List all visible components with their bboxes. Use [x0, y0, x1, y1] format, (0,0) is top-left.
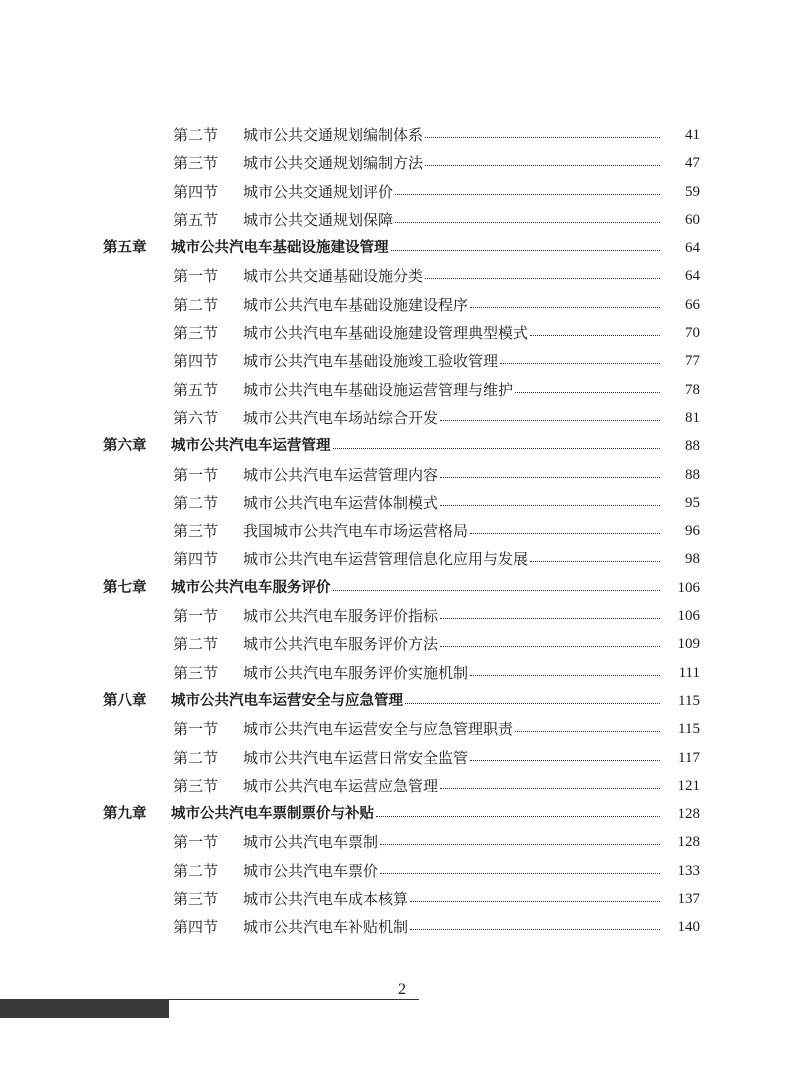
page-ref: 88 — [660, 432, 700, 460]
section-title: 城市公共汽电车服务评价实施机制 — [243, 663, 469, 682]
section-title: 城市公共汽电车服务评价指标 — [243, 607, 439, 626]
toc-section-entry[interactable] — [0, 178, 800, 206]
section-label: 第三节 — [173, 324, 219, 343]
chapter-label: 第九章 — [103, 806, 147, 823]
section-label: 第一节 — [173, 833, 219, 852]
page-ref: 137 — [660, 885, 700, 913]
toc-section-entry[interactable] — [0, 828, 800, 856]
section-title: 城市公共汽电车运营体制模式 — [243, 493, 439, 512]
toc-chapter-entry[interactable] — [0, 800, 800, 828]
section-label: 第一节 — [173, 720, 219, 739]
toc-chapter-entry[interactable] — [0, 234, 800, 262]
page-ref: 41 — [660, 121, 700, 149]
page-ref: 140 — [660, 913, 700, 941]
page-number: 2 — [398, 981, 406, 998]
dot-leader — [440, 646, 674, 647]
section-title: 城市公共汽电车基础设施运营管理与维护 — [243, 380, 514, 399]
section-title: 城市公共汽电车场站综合开发 — [243, 408, 439, 427]
toc-section-entry[interactable] — [0, 319, 800, 347]
toc-section-entry[interactable] — [0, 347, 800, 375]
toc-section-entry[interactable] — [0, 376, 800, 404]
section-title: 城市公共汽电车补贴机制 — [243, 918, 409, 937]
section-label: 第六节 — [173, 408, 219, 427]
section-label: 第二节 — [173, 493, 219, 512]
toc-section-entry[interactable] — [0, 913, 800, 941]
section-title: 城市公共汽电车基础设施建设程序 — [243, 295, 469, 314]
dot-leader — [440, 477, 682, 478]
chapter-title: 城市公共汽电车基础设施建设管理 — [171, 240, 389, 257]
page-ref: 96 — [660, 517, 700, 545]
toc-section-entry[interactable] — [0, 630, 800, 658]
section-title: 城市公共汽电车基础设施建设管理典型模式 — [243, 324, 529, 343]
toc-section-entry[interactable] — [0, 885, 800, 913]
page-ref: 115 — [660, 715, 700, 743]
page-ref: 60 — [660, 206, 700, 234]
toc-section-entry[interactable] — [0, 461, 800, 489]
page-ref: 121 — [660, 772, 700, 800]
chapter-title: 城市公共汽电车运营管理 — [171, 438, 331, 455]
page-ref: 98 — [660, 545, 700, 573]
page-ref: 128 — [660, 828, 700, 856]
dot-leader — [470, 760, 674, 761]
dot-leader — [333, 590, 674, 591]
toc-section-entry[interactable] — [0, 602, 800, 630]
section-label: 第三节 — [173, 663, 219, 682]
section-title: 城市公共汽电车运营应急管理 — [243, 776, 439, 795]
page-ref: 111 — [660, 659, 700, 687]
dot-leader — [376, 816, 674, 817]
page-ref: 78 — [660, 376, 700, 404]
section-title: 城市公共汽电车票价 — [243, 861, 379, 880]
toc-section-entry[interactable] — [0, 545, 800, 573]
toc-section-entry[interactable] — [0, 772, 800, 800]
section-label: 第三节 — [173, 890, 219, 909]
page-ref: 47 — [660, 149, 700, 177]
section-title: 城市公共汽电车票制 — [243, 833, 379, 852]
table-of-contents — [0, 121, 800, 942]
section-label: 第二节 — [173, 126, 219, 144]
toc-chapter-entry[interactable] — [0, 574, 800, 602]
toc-section-entry[interactable] — [0, 659, 800, 687]
toc-section-entry[interactable] — [0, 404, 800, 432]
toc-section-entry[interactable] — [0, 149, 800, 177]
chapter-label: 第七章 — [103, 579, 147, 596]
section-title: 城市公共汽电车运营管理信息化应用与发展 — [243, 550, 529, 569]
dot-leader — [380, 844, 674, 845]
dot-leader — [440, 788, 674, 789]
section-label: 第三节 — [173, 154, 219, 173]
section-title: 我国城市公共汽电车市场运营格局 — [243, 522, 469, 541]
dot-leader — [500, 363, 682, 364]
page-ref: 117 — [660, 744, 700, 772]
page-ref: 106 — [660, 602, 700, 630]
chapter-title: 城市公共汽电车服务评价 — [171, 579, 331, 596]
dot-leader — [391, 250, 682, 251]
section-label: 第二节 — [173, 861, 219, 880]
section-label: 第四节 — [173, 182, 219, 201]
dot-leader — [470, 675, 674, 676]
section-label: 第二节 — [173, 748, 219, 767]
section-title: 城市公共交通规划编制体系 — [243, 126, 424, 144]
section-title: 城市公共交通规划评价 — [243, 182, 394, 201]
page-ref: 88 — [660, 461, 700, 489]
page-ref: 133 — [660, 857, 700, 885]
section-label: 第一节 — [173, 607, 219, 626]
chapter-title: 城市公共汽电车票制票价与补贴 — [171, 806, 374, 823]
toc-section-entry[interactable] — [0, 857, 800, 885]
toc-section-entry[interactable] — [0, 489, 800, 517]
dot-leader — [515, 731, 674, 732]
toc-section-entry[interactable] — [0, 262, 800, 290]
section-title: 城市公共汽电车运营安全与应急管理职责 — [243, 720, 514, 739]
dot-leader — [425, 278, 682, 279]
chapter-title: 城市公共汽电车运营安全与应急管理 — [171, 692, 403, 709]
chapter-label: 第五章 — [103, 240, 147, 257]
dot-leader — [333, 448, 682, 449]
page-ref: 70 — [660, 319, 700, 347]
dot-leader — [395, 194, 682, 195]
dot-leader — [440, 505, 682, 506]
page-ref: 77 — [660, 347, 700, 375]
toc-section-entry[interactable] — [0, 715, 800, 743]
section-title: 城市公共汽电车基础设施竣工验收管理 — [243, 352, 499, 371]
section-title: 城市公共交通规划保障 — [243, 210, 394, 229]
footer-bar — [0, 999, 169, 1018]
page-ref: 64 — [660, 234, 700, 262]
dot-leader — [395, 222, 682, 223]
page-ref: 128 — [660, 800, 700, 828]
page-ref: 81 — [660, 404, 700, 432]
chapter-label: 第八章 — [103, 692, 147, 709]
toc-chapter-entry[interactable] — [0, 432, 800, 460]
page-ref: 64 — [660, 262, 700, 290]
dot-leader — [380, 873, 674, 874]
section-title: 城市公共汽电车成本核算 — [243, 890, 409, 909]
dot-leader — [425, 137, 682, 138]
section-label: 第二节 — [173, 295, 219, 314]
dot-leader — [470, 307, 682, 308]
dot-leader — [515, 392, 682, 393]
dot-leader — [440, 618, 674, 619]
section-label: 第四节 — [173, 352, 219, 371]
section-title: 城市公共汽电车运营管理内容 — [243, 465, 439, 484]
toc-section-entry[interactable] — [0, 121, 800, 149]
toc-section-entry[interactable] — [0, 517, 800, 545]
toc-chapter-entry[interactable] — [0, 687, 800, 715]
section-label: 第四节 — [173, 918, 219, 937]
section-label: 第五节 — [173, 210, 219, 229]
section-label: 第二节 — [173, 635, 219, 654]
section-title: 城市公共交通规划编制方法 — [243, 154, 424, 173]
toc-section-entry[interactable] — [0, 291, 800, 319]
section-title: 城市公共汽电车运营日常安全监管 — [243, 748, 469, 767]
page-ref: 115 — [660, 687, 700, 715]
toc-section-entry[interactable] — [0, 744, 800, 772]
dot-leader — [410, 901, 674, 902]
chapter-label: 第六章 — [103, 438, 147, 455]
section-title: 城市公共汽电车服务评价方法 — [243, 635, 439, 654]
dot-leader — [410, 929, 674, 930]
section-label: 第一节 — [173, 267, 219, 286]
dot-leader — [440, 420, 682, 421]
section-label: 第三节 — [173, 776, 219, 795]
dot-leader — [405, 703, 674, 704]
dot-leader — [425, 165, 682, 166]
page-ref: 109 — [660, 630, 700, 658]
section-title: 城市公共交通基础设施分类 — [243, 267, 424, 286]
page-ref: 59 — [660, 178, 700, 206]
page-ref: 106 — [660, 574, 700, 602]
page-ref: 95 — [660, 489, 700, 517]
section-label: 第一节 — [173, 465, 219, 484]
dot-leader — [470, 533, 682, 534]
toc-section-entry[interactable] — [0, 206, 800, 234]
section-label: 第三节 — [173, 522, 219, 541]
page-ref: 66 — [660, 291, 700, 319]
section-label: 第四节 — [173, 550, 219, 569]
section-label: 第五节 — [173, 380, 219, 399]
